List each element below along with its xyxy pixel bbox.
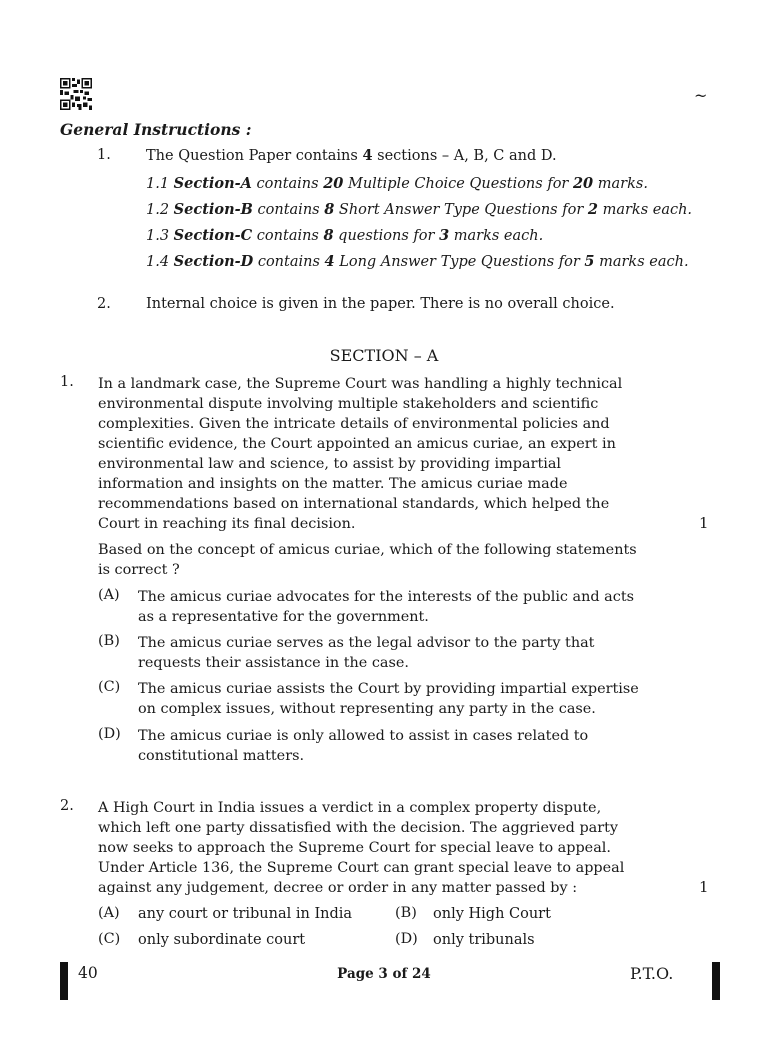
- passage-line: environmental dispute involving multiple stakeholders and scientific: [98, 396, 599, 412]
- passage-line: recommendations based on international standards, which helped the: [98, 496, 610, 512]
- option-d[interactable]: only tribunals: [433, 932, 535, 948]
- instruction-sub-1-1: 1.1 Section-A contains 20 Multiple Choice Questions for 20 marks.: [146, 175, 648, 192]
- option-letter: (B): [395, 905, 417, 921]
- option-letter: (A): [98, 587, 120, 603]
- qr-code-icon: [60, 78, 92, 110]
- option-letter: (A): [98, 905, 120, 921]
- question-number: 2.: [60, 798, 74, 814]
- paper-code: 40: [78, 964, 98, 982]
- question-1-prompt: [98, 540, 673, 580]
- section-heading: SECTION – A: [329, 346, 439, 365]
- option-b[interactable]: only High Court: [433, 906, 551, 922]
- general-instructions-title: General Instructions :: [60, 120, 252, 139]
- passage-line: information and insights on the matter. The amicus curiae made: [98, 476, 568, 492]
- option-line: The amicus curiae is only allowed to assist in cases related to: [138, 728, 589, 744]
- footer-right-bar: [712, 962, 720, 1000]
- pto-label: P.T.O.: [630, 964, 674, 983]
- passage-line: Under Article 136, the Supreme Court can grant special leave to appeal: [98, 860, 625, 876]
- instruction-sub-1-4: 1.4 Section-D contains 4 Long Answer Type Questions for 5 marks each.: [146, 253, 689, 270]
- option-d[interactable]: [138, 726, 673, 766]
- option-letter: (D): [98, 726, 121, 742]
- option-line: The amicus curiae serves as the legal advisor to the party that: [138, 635, 595, 651]
- option-letter: (B): [98, 633, 120, 649]
- question-2-passage: [98, 798, 673, 898]
- passage-line: now seeks to approach the Supreme Court for special leave to appeal.: [98, 840, 611, 856]
- question-number: 1.: [60, 374, 74, 390]
- prompt-line: Based on the concept of amicus curiae, which of the following statements: [98, 542, 637, 558]
- instruction-1-text: The Question Paper contains 4 sections – A, B, C and D.: [146, 147, 557, 164]
- option-letter: (C): [98, 679, 121, 695]
- option-letter: (C): [98, 931, 121, 947]
- option-line: on complex issues, without representing any party in the case.: [138, 701, 596, 717]
- instruction-number: 1.: [97, 147, 111, 163]
- option-line: constitutional matters.: [138, 748, 305, 764]
- prompt-line: is correct ?: [98, 562, 180, 578]
- instruction-sub-1-2: 1.2 Section-B contains 8 Short Answer Type Questions for 2 marks each.: [146, 201, 693, 218]
- passage-line: scientific evidence, the Court appointed an amicus curiae, an expert in: [98, 436, 616, 452]
- option-b[interactable]: [138, 633, 673, 673]
- page-number: Page 3 of 24: [337, 966, 431, 982]
- passage-line: complexities. Given the intricate details of environmental policies and: [98, 416, 610, 432]
- question-1-passage: [98, 374, 673, 534]
- question-marks: 1: [699, 878, 709, 896]
- option-c[interactable]: [138, 679, 673, 719]
- instruction-2-text: Internal choice is given in the paper. There is no overall choice.: [146, 296, 615, 312]
- passage-line: which left one party dissatisfied with the decision. The aggrieved party: [98, 820, 619, 836]
- question-marks: 1: [699, 514, 709, 532]
- option-line: as a representative for the government.: [138, 609, 429, 625]
- passage-line: A High Court in India issues a verdict in a complex property dispute,: [98, 800, 602, 816]
- option-line: The amicus curiae advocates for the interests of the public and acts: [138, 589, 634, 605]
- option-c[interactable]: only subordinate court: [138, 932, 306, 948]
- option-a[interactable]: any court or tribunal in India: [138, 906, 353, 922]
- header-tilde: ~: [694, 86, 708, 105]
- option-line: requests their assistance in the case.: [138, 655, 409, 671]
- option-letter: (D): [395, 931, 418, 947]
- instruction-sub-1-3: 1.3 Section-C contains 8 questions for 3 marks each.: [146, 227, 544, 244]
- passage-line: Court in reaching its final decision.: [98, 516, 356, 532]
- instruction-number: 2.: [97, 296, 111, 312]
- passage-line: environmental law and science, to assist by providing impartial: [98, 456, 562, 472]
- passage-line: In a landmark case, the Supreme Court was handling a highly technical: [98, 376, 623, 392]
- option-line: The amicus curiae assists the Court by providing impartial expertise: [138, 681, 639, 697]
- passage-line: against any judgement, decree or order in any matter passed by :: [98, 880, 578, 896]
- option-a[interactable]: [138, 587, 673, 627]
